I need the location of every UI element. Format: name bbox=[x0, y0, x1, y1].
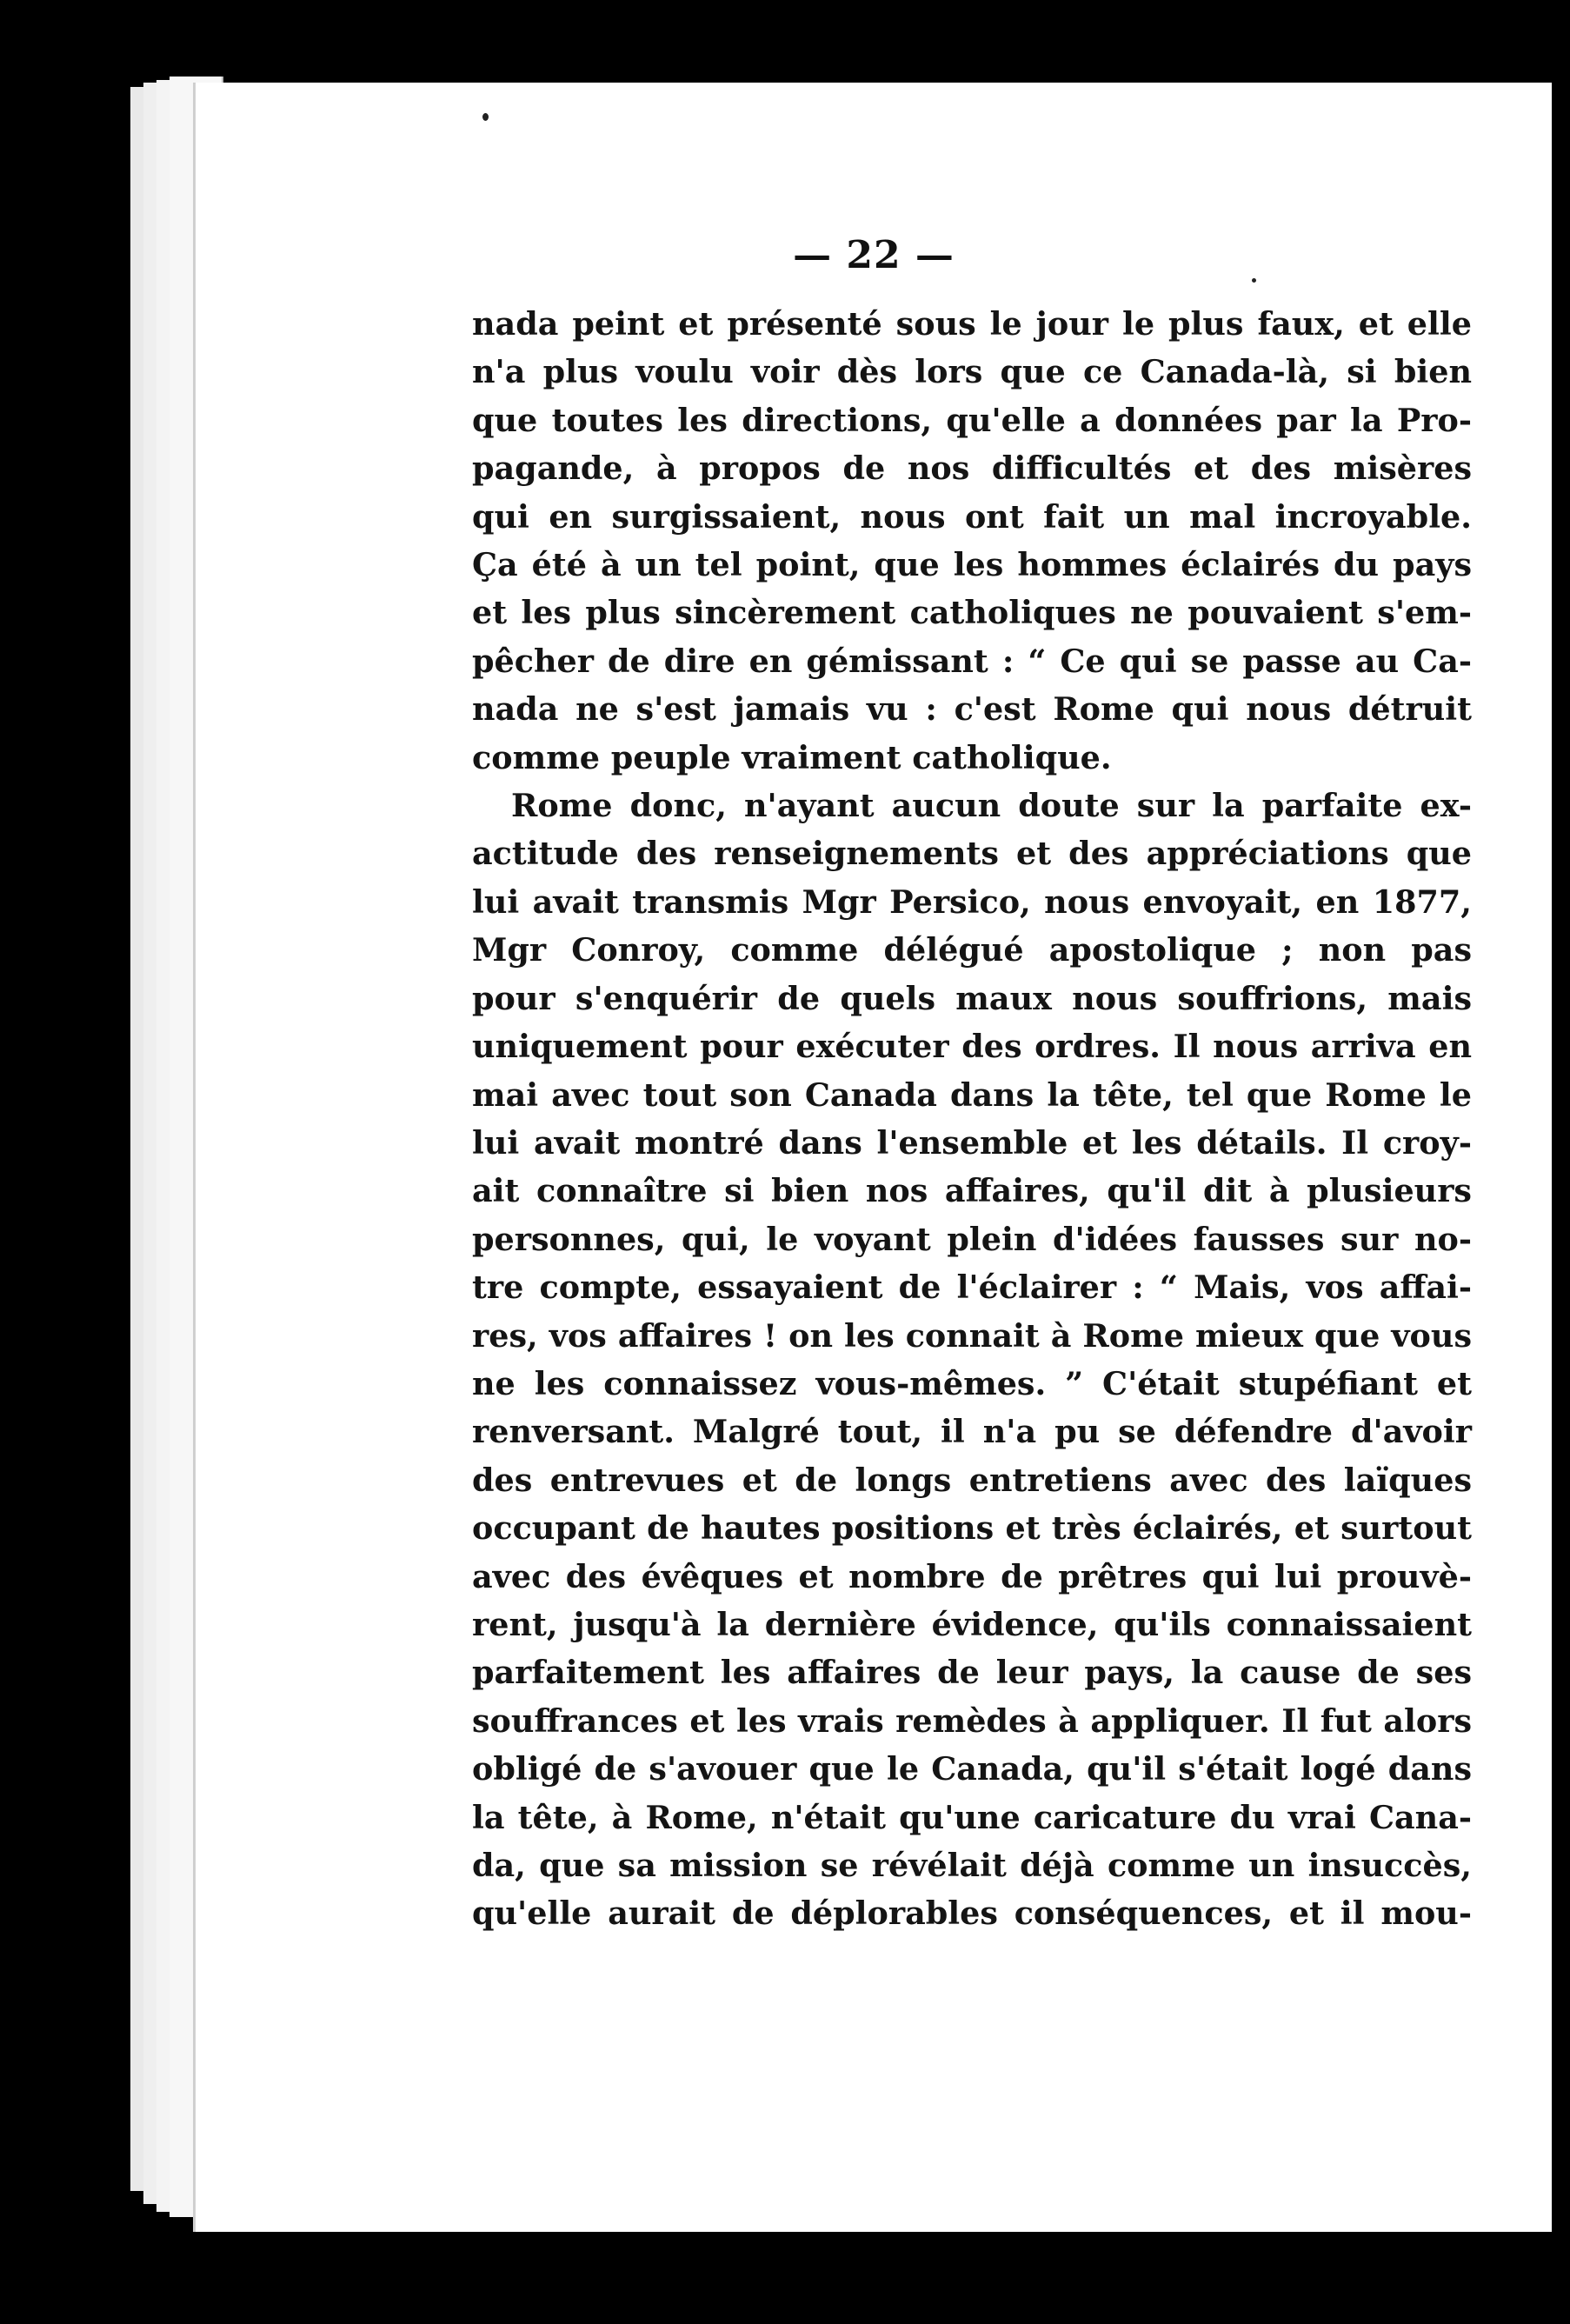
text-line: lui avait transmis Mgr Persico, nous envoyait, en 1877, bbox=[472, 882, 1472, 921]
text-line: da, que sa mission se révélait déjà comme un insuccès, bbox=[472, 1847, 1472, 1884]
text-line: qui en surgissaient, nous ont fait un mal incroyable. bbox=[472, 497, 1472, 536]
text-line: actitude des renseignements et des appréciations que bbox=[472, 835, 1472, 873]
text-line: ne les connaissez vous-mêmes. ” C'était stupéfiant et bbox=[472, 1364, 1472, 1402]
page-number: — 22 — bbox=[793, 233, 955, 277]
text-line: que toutes les directions, qu'elle a données par la Pro- bbox=[472, 401, 1472, 439]
paragraph bbox=[472, 300, 1472, 782]
text-line: des entrevues et de longs entretiens avec des laïques bbox=[472, 1461, 1472, 1499]
text-line: occupant de hautes positions et très éclairés, et surtout bbox=[472, 1509, 1472, 1548]
text-line: personnes, qui, le voyant plein d'idées fausses sur no- bbox=[472, 1220, 1472, 1258]
ink-speck bbox=[482, 113, 489, 121]
text-line: Rome donc, n'ayant aucun doute sur la parfaite ex- bbox=[511, 787, 1472, 825]
body-text bbox=[472, 300, 1472, 1938]
text-line: Ça été à un tel point, que les hommes éclairés du pays bbox=[472, 546, 1472, 584]
text-line: Mgr Conroy, comme délégué apostolique ; non pas bbox=[472, 931, 1472, 969]
text-line: rent, jusqu'à la dernière évidence, qu'ils connaissaient bbox=[472, 1605, 1472, 1643]
text-line: ait connaître si bien nos affaires, qu'il dit à plusieurs bbox=[472, 1172, 1472, 1210]
text-line: avec des évêques et nombre de prêtres qui lui prouvè- bbox=[472, 1557, 1472, 1595]
text-line: qu'elle aurait de déplorables conséquences, et il mou- bbox=[472, 1894, 1472, 1933]
text-line: lui avait montré dans l'ensemble et les détails. Il croy- bbox=[472, 1123, 1472, 1162]
text-line: pagande, à propos de nos difficultés et des misères bbox=[472, 449, 1472, 488]
text-line: uniquement pour exécuter des ordres. Il nous arriva en bbox=[472, 1028, 1472, 1066]
text-line: obligé de s'avouer que le Canada, qu'il s'était logé dans bbox=[472, 1750, 1472, 1788]
paragraph bbox=[472, 782, 1472, 1938]
text-line: res, vos affaires ! on les connait à Rome mieux que vous bbox=[472, 1316, 1472, 1355]
text-line: nada peint et présenté sous le jour le plus faux, et elle bbox=[472, 305, 1472, 343]
text-line: nada ne s'est jamais vu : c'est Rome qui nous détruit bbox=[472, 690, 1472, 729]
text-line: tre compte, essayaient de l'éclairer : “ Mais, vos affai- bbox=[472, 1269, 1472, 1307]
ink-speck bbox=[1252, 278, 1256, 283]
text-line: n'a plus voulu voir dès lors que ce Canada-là, si bien bbox=[472, 353, 1472, 391]
text-line: pour s'enquérir de quels maux nous souffrions, mais bbox=[472, 979, 1472, 1017]
text-line: renversant. Malgré tout, il n'a pu se défendre d'avoir bbox=[472, 1413, 1472, 1451]
text-line: pêcher de dire en gémissant : “ Ce qui se passe au Ca- bbox=[472, 642, 1472, 680]
text-line: souffrances et les vrais remèdes à appliquer. Il fut alors bbox=[472, 1701, 1472, 1740]
text-line: parfaitement les affaires de leur pays, la cause de ses bbox=[472, 1654, 1472, 1692]
text-line: la tête, à Rome, n'était qu'une caricature du vrai Cana- bbox=[472, 1798, 1472, 1836]
text-line: et les plus sincèrement catholiques ne pouvaient s'em- bbox=[472, 594, 1472, 632]
text-line: comme peuple vraiment catholique. bbox=[472, 738, 1112, 776]
text-line: mai avec tout son Canada dans la tête, tel que Rome le bbox=[472, 1075, 1472, 1114]
